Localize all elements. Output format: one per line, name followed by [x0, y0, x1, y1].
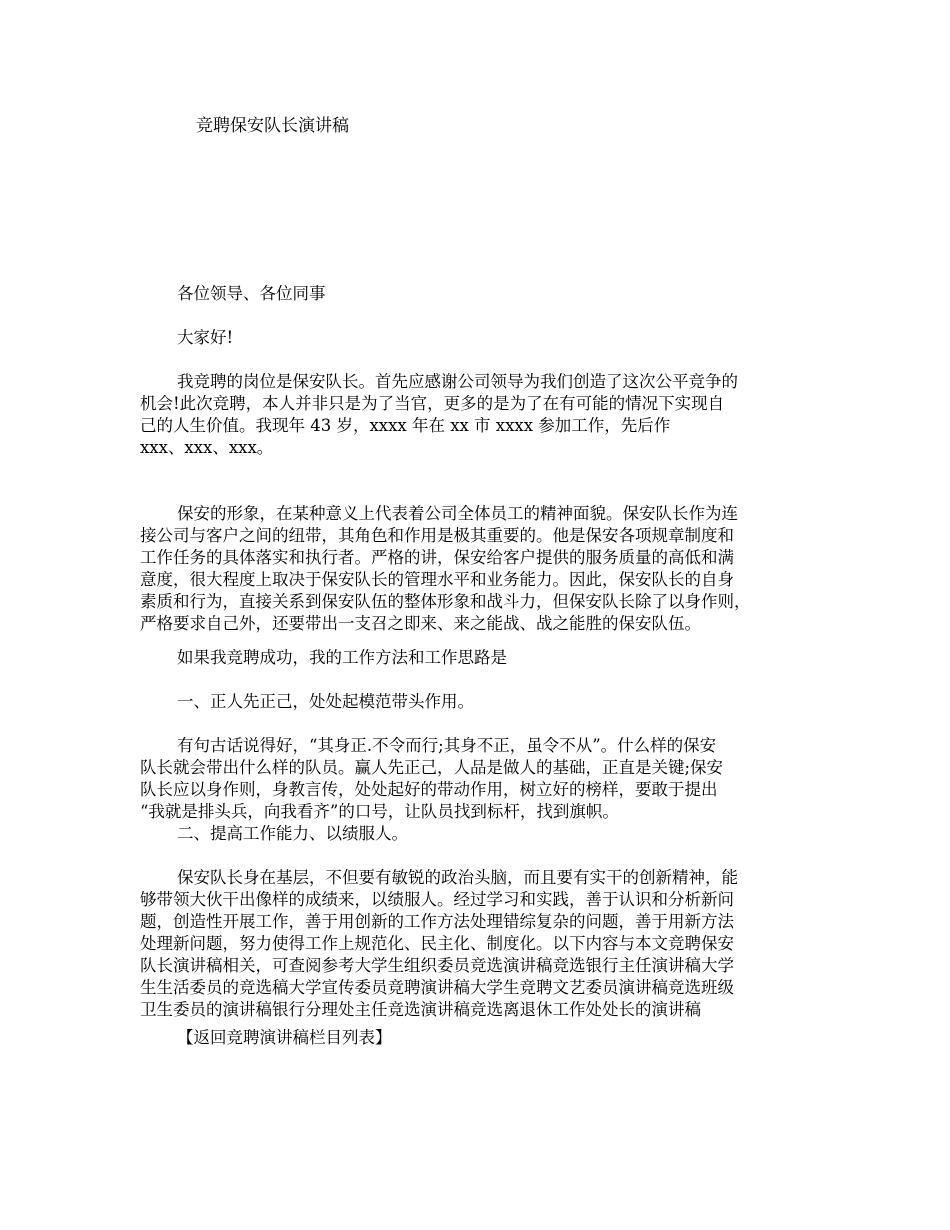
text-line: 素质和行为，直接关系到保安队伍的整体形象和战斗力，但保安队长除了以身作则，: [140, 592, 751, 611]
document-title: 竞聘保安队长演讲稿: [196, 116, 349, 136]
paragraph-approach: 如果我竞聘成功，我的工作方法和工作思路是: [177, 648, 507, 667]
text-line: 我竞聘的岗位是保安队长。首先应感谢公司领导为我们创造了这次公平竞争的: [177, 372, 738, 391]
greeting: 大家好!: [177, 328, 234, 347]
text-line: 意度，很大程度上取决于保安队长的管理水平和业务能力。因此，保安队长的自身: [140, 570, 734, 589]
paragraph-image: [140, 503, 830, 635]
section-heading-2: 二、提高工作能力、以绩服人。: [177, 824, 408, 843]
text-line: “我就是排头兵，向我看齐”的口号，让队员找到标杆，找到旗帜。: [140, 802, 619, 821]
text-line: 保安的形象，在某种意义上代表着公司全体员工的精神面貌。保安队长作为连: [177, 504, 738, 523]
back-to-list-link[interactable]: 【返回竞聘演讲稿栏目列表】: [177, 1028, 392, 1047]
section-heading-1: 一、正人先正己，处处起模范带头作用。: [177, 692, 474, 711]
text-line: 处理新问题，努力使得工作上规范化、民主化、制度化。以下内容与本文竞聘保安: [140, 934, 734, 953]
paragraph-lead-by-example: [140, 735, 830, 823]
text-line: 严格要求自己外，还要带出一支召之即来、来之能战、战之能胜的保安队伍。: [140, 614, 701, 633]
text-line: 卫生委员的演讲稿银行分理处主任竞选演讲稿竞选离退休工作处处长的演讲稿: [140, 1000, 701, 1019]
text-line: 工作任务的具体落实和执行者。严格的讲，保安给客户提供的服务质量的高低和满: [140, 548, 734, 567]
paragraph-ability: [140, 867, 830, 1021]
text-line: 队长应以身作则，身教言传，处处起好的带动作用，树立好的榜样，要敢于提出: [140, 780, 718, 799]
text-line: 队长演讲稿相关，可查阅参考大学生组织委员竞选演讲稿竞选银行主任演讲稿大学: [140, 956, 734, 975]
text-line: 保安队长身在基层，不但要有敏锐的政治头脑，而且要有实干的创新精神，能: [177, 868, 738, 887]
text-line: 题，创造性开展工作，善于用创新的工作方法处理错综复杂的问题，善于用新方法: [140, 912, 734, 931]
text-line: 接公司与客户之间的纽带，其角色和作用是极其重要的。他是保安各项规章制度和: [140, 526, 734, 545]
paragraph-intro: [140, 371, 830, 459]
text-line: 队长就会带出什么样的队员。赢人先正己，人品是做人的基础，正直是关键;保安: [140, 758, 724, 777]
text-line: 机会!此次竞聘，本人并非只是为了当官，更多的是为了在有可能的情况下实现自: [140, 394, 725, 413]
text-line: 有句古话说得好，“其身正.不令而行;其身不正，虽令不从”。什么样的保安: [177, 736, 717, 755]
salutation: 各位领导、各位同事: [177, 284, 326, 303]
text-line: 生生活委员的竞选稿大学宣传委员竞聘演讲稿大学生竞聘文艺委员演讲稿竞选班级: [140, 978, 734, 997]
text-line: 己的人生价值。我现年 43 岁，xxxx 年在 xx 市 xxxx 参加工作，先后作: [140, 416, 671, 435]
text-line: 够带领大伙干出像样的成绩来，以绩服人。经过学习和实践，善于认识和分析新问: [140, 890, 734, 909]
text-line: xxx、xxx、xxx。: [140, 438, 274, 457]
